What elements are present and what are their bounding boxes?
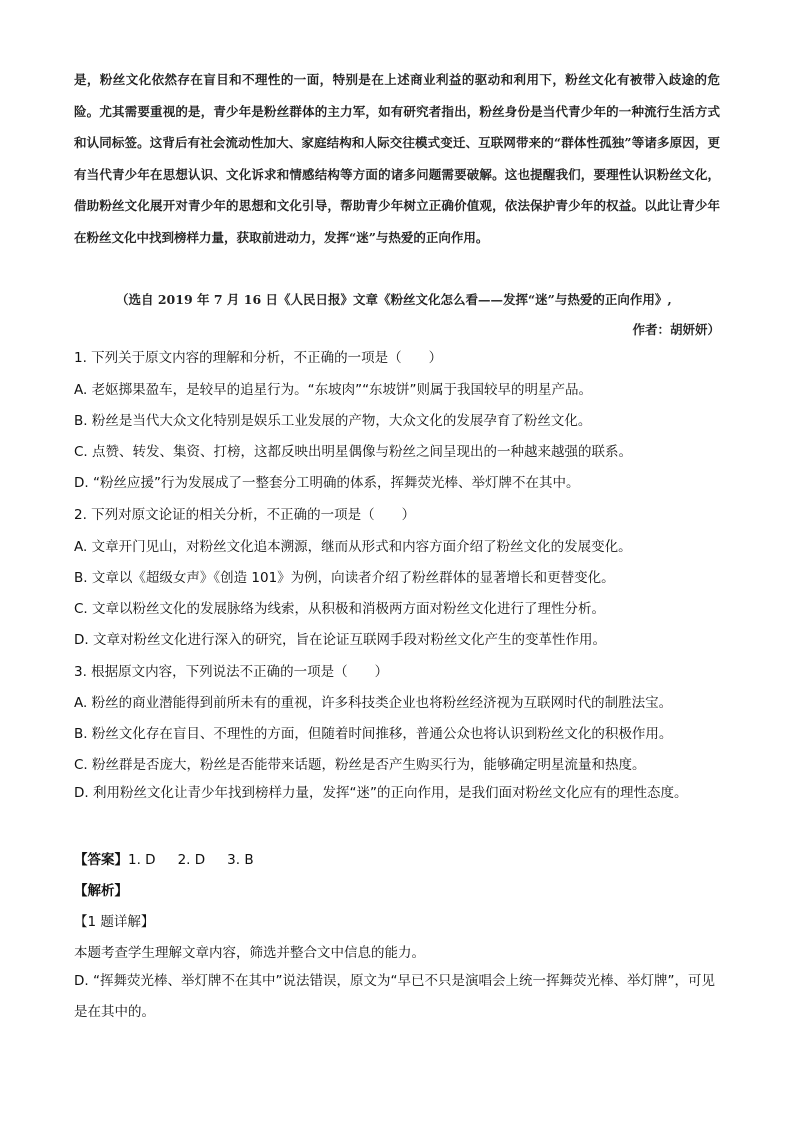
question-2-option-b: B. 文章以《超级女声》《创造 101》为例，向读者介绍了粉丝群体的显著增长和更替变化。	[74, 570, 615, 586]
analysis-label: 【解析】	[74, 883, 128, 899]
question-2-option-a: A. 文章开门见山，对粉丝文化追本溯源，继而从形式和内容方面介绍了粉丝文化的发展变化。	[74, 539, 632, 555]
passage-paragraph: 是，粉丝文化依然存在盲目和不理性的一面，特别是在上述商业利益的驱动和利用下，粉丝文化有被带入歧途的危险。尤其需要重视的是，青少年是粉丝群体的主力军，如有研究者指出，粉丝身份是当代青少年的一种流行生活方式和认同标签。这背后有社会流动性加大、家庭结构和人际交往模式变迁、互联网带来的“群体性孤独”等诸多原因，更有当代青少年在思想认识、文化诉求和情感结构等方面的诸多问题需要破解。这也提醒我们，要理性认识粉丝文化，借助粉丝文化展开对青少年的思想和文化引导，帮助青少年树立正确价值观，依法保护青少年的权益。以此让青少年在粉丝文化中找到榜样力量，获取前进动力，发挥“迷”与热爱的正向作用。	[74, 72, 720, 245]
q1-detail-line-1: 本题考查学生理解文章内容，筛选并整合文中信息的能力。	[74, 945, 425, 961]
question-1-option-d: D. “粉丝应援”行为发展成了一整套分工明确的体系，挥舞荧光棒、举灯牌不在其中。	[74, 475, 580, 491]
q1-detail-line-2: D. “挥舞荧光棒、举灯牌不在其中”说法错误，原文为“早已不只是演唱会上统一挥舞荧光棒、举灯牌”，可见是在其中的。	[74, 973, 715, 1020]
q1-detail-title: 【1 题详解】	[74, 914, 155, 930]
question-1-option-a: A. 老妪掷果盈车，是较早的追星行为。“东坡肉”“东坡饼”则属于我国较早的明星产品。	[74, 382, 593, 398]
question-3-stem: 3. 根据原文内容，下列说法不正确的一项是（ ）	[74, 664, 389, 680]
question-2-option-d: D. 文章对粉丝文化进行深入的研究，旨在论证互联网手段对粉丝文化产生的变革性作用。	[74, 632, 606, 648]
question-3-option-d: D. 利用粉丝文化让青少年找到榜样力量，发挥“迷”的正向作用，是我们面对粉丝文化应有的理性态度。	[74, 785, 688, 801]
question-2-option-c: C. 文章以粉丝文化的发展脉络为线索，从积极和消极两方面对粉丝文化进行了理性分析。	[74, 601, 606, 617]
question-1-option-b: B. 粉丝是当代大众文化特别是娱乐工业发展的产物，大众文化的发展孕育了粉丝文化。	[74, 413, 592, 429]
question-3-option-c: C. 粉丝群是否庞大，粉丝是否能带来话题，粉丝是否产生购买行为，能够确定明星流量和热度。	[74, 757, 646, 773]
source-author: 作者：胡妍妍）	[632, 322, 720, 337]
question-1-stem: 1. 下列关于原文内容的理解和分析，不正确的一项是（ ）	[74, 350, 443, 366]
answer-line	[74, 848, 724, 868]
question-3-option-b: B. 粉丝文化存在盲目、不理性的方面，但随着时间推移，普通公众也将认识到粉丝文化的积极作用。	[74, 726, 673, 742]
question-1-option-c: C. 点赞、转发、集资、打榜，这都反映出明星偶像与粉丝之间呈现出的一种越来越强的联系。	[74, 444, 633, 460]
answer-label: 【答案】	[74, 852, 128, 868]
question-2-stem: 2. 下列对原文论证的相关分析，不正确的一项是（ ）	[74, 507, 416, 523]
answer-item-1: 1. D	[128, 852, 156, 868]
answer-item-3: 3. B	[227, 852, 254, 868]
question-3-option-a: A. 粉丝的商业潜能得到前所未有的重视，许多科技类企业也将粉丝经济视为互联网时代的制胜法宝。	[74, 695, 673, 711]
source-citation: （选自 2019 年 7 月 16 日《人民日报》文章《粉丝文化怎么看——发挥“迷”与热爱的正向作用》,	[116, 292, 672, 307]
answer-item-2: 2. D	[177, 852, 206, 868]
